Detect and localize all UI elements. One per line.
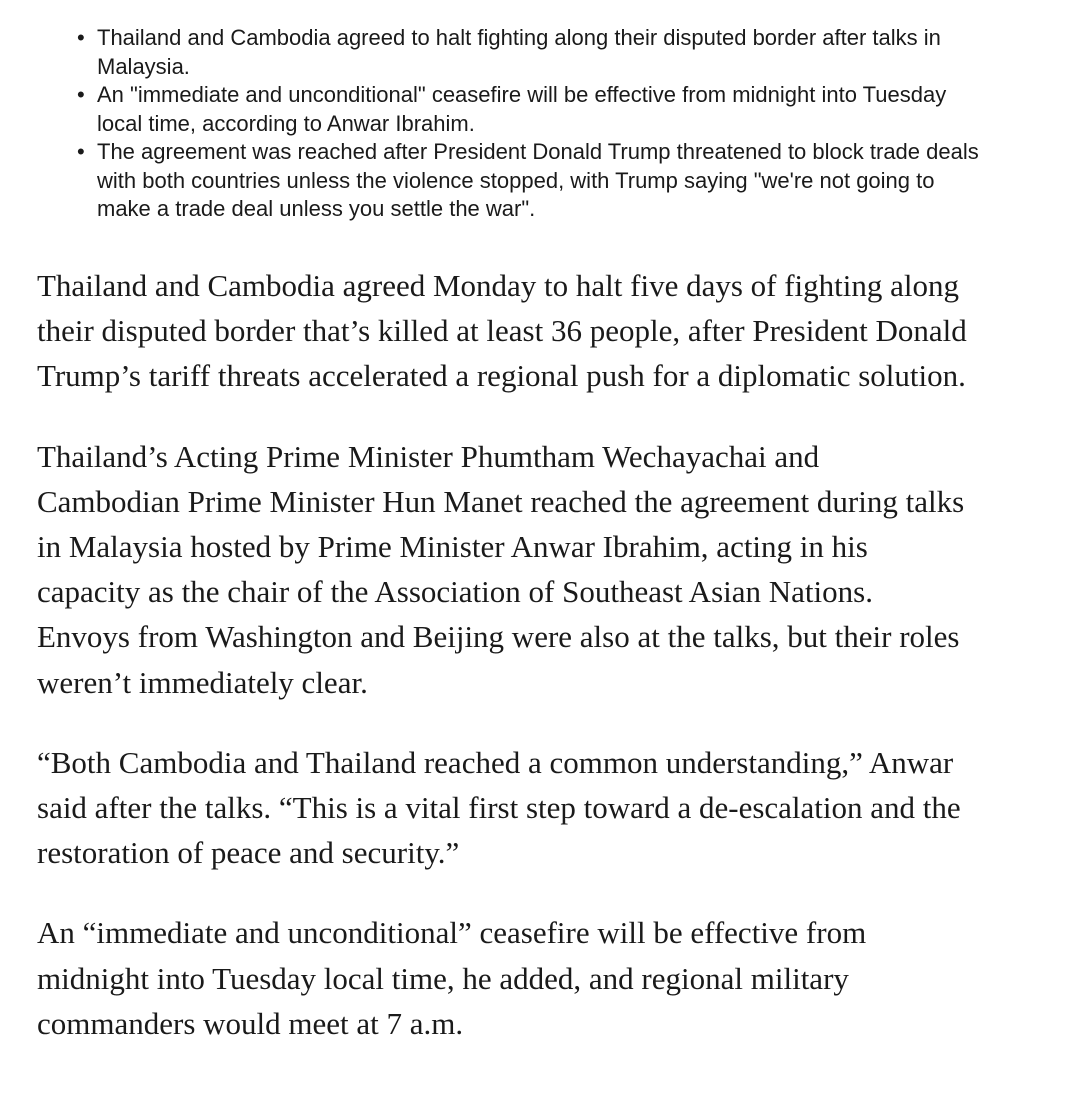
summary-list: [0, 24, 980, 224]
article-paragraph: Thailand and Cambodia agreed Monday to halt five days of fighting along their disputed border that’s killed at least 36 people, after President Donald Trump’s tariff threats accelerated a regional push for a diplomatic solution.: [37, 268, 967, 394]
summary-item-text: The agreement was reached after President Donald Trump threatened to block trade deals with both countries unless the violence stopped, with Trump saying "we're not going to make a trade deal unless you settle the war".: [97, 139, 979, 221]
article-paragraph: “Both Cambodia and Thailand reached a common understanding,” Anwar said after the talks. “This is a vital first step toward a de-escalation and the restoration of peace and security.”: [37, 744, 961, 871]
bullet-icon: •: [77, 82, 85, 107]
article-paragraph: Thailand’s Acting Prime Minister Phumtham Wechayachai and Cambodian Prime Minister Hun Manet reached the agreement during talks in Malaysia hosted by Prime Minister Anwar Ibrahim, acting in his capacity as the chair of the Association of Southeast Asian Nations. Envoys from Washington and Beijing were also at the talks, but their roles weren’t immediately clear.: [37, 438, 965, 700]
bullet-icon: •: [77, 139, 85, 164]
summary-item: [77, 138, 980, 224]
summary-item: [77, 24, 980, 81]
article-body: [37, 263, 967, 1081]
summary-item: [77, 81, 980, 138]
article-paragraph: An “immediate and unconditional” ceasefire will be effective from midnight into Tuesday local time, he added, and regional military commanders would meet at 7 a.m.: [37, 915, 867, 1041]
summary-item-text: Thailand and Cambodia agreed to halt fighting along their disputed border after talks in Malaysia.: [97, 25, 941, 79]
bullet-icon: •: [77, 25, 85, 50]
summary-item-text: An "immediate and unconditional" ceasefire will be effective from midnight into Tuesday local time, according to Anwar Ibrahim.: [97, 82, 947, 136]
